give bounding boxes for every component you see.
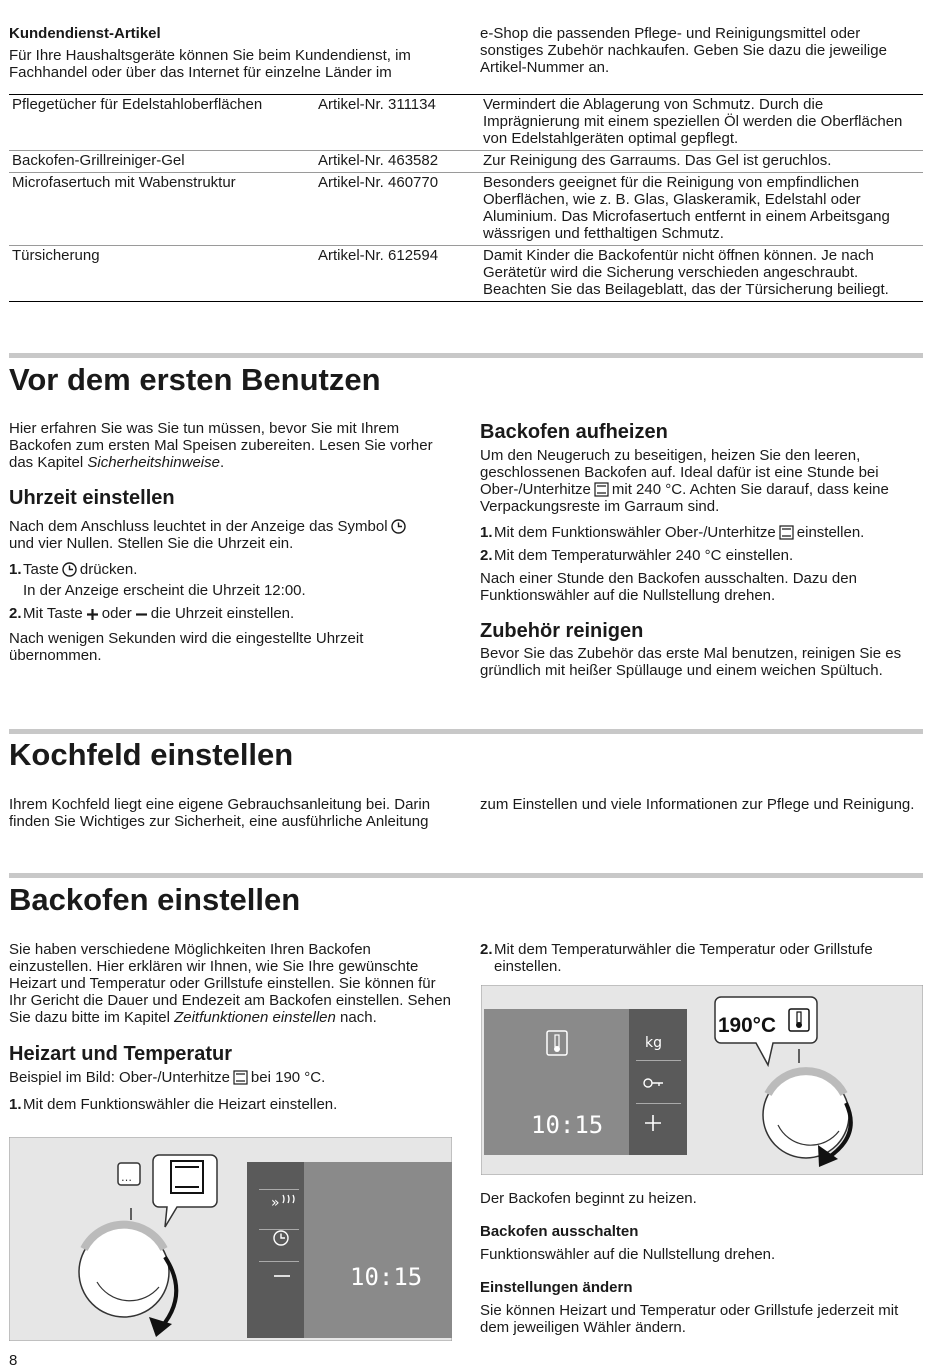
- clock-icon: [62, 562, 77, 577]
- accessory-table: [9, 95, 923, 302]
- step-number: 1.: [9, 1096, 22, 1113]
- accessory-description: Damit Kinder die Backofentür nicht öffnen können. Je nach Gerätetür wird die Sicherung verschieden angeschraubt. Beachten Sie das Beilageblatt, das der Türsicherung beiliegt.: [483, 246, 923, 302]
- top-bottom-heat-icon: [594, 482, 609, 497]
- backofen-left-column: [9, 941, 455, 1113]
- subsection-title-aendern: Einstellungen ändern: [480, 1279, 633, 1296]
- top-bottom-heat-icon: [233, 1070, 248, 1085]
- kundendienst-intro-right: [480, 25, 923, 76]
- example-text: Beispiel im Bild: Ober-/Unterhitze: [9, 1069, 230, 1086]
- display-area: [304, 1162, 452, 1338]
- uhrzeit-step-2: [9, 605, 455, 622]
- minus-icon: [135, 608, 148, 621]
- step-result: In der Anzeige erscheint die Uhrzeit 12:00.: [23, 582, 306, 599]
- intro-text: Sie haben verschiedene Möglichkeiten Ihren Backofen einzustellen. Hier erklären wir Ihnen, wie Sie Ihre gewünschte Heizart und Temperatur oder Grillstufe einstellen. Sie können für Ihr Gericht die Dauer und Endezeit am Backofen einstellen. Sehen Sie dazu bitte im Kapitel: [9, 941, 451, 1026]
- accessory-number: Artikel-Nr. 311134: [318, 95, 483, 151]
- page-number: 8: [9, 1352, 18, 1369]
- backofen-intro: [9, 941, 455, 1026]
- panel-divider: [259, 1229, 299, 1230]
- temperature-selector-illustration: [481, 985, 923, 1175]
- subsection-title-ausschalten: Backofen ausschalten: [480, 1223, 639, 1240]
- intro-chapter-ref: Sicherheitshinweise: [87, 454, 220, 471]
- zubehoer-paragraph: Bevor Sie das Zubehör das erste Mal benutzen, reinigen Sie es gründlich mit heißer Spüllauge und einem weichen Spültuch.: [480, 645, 902, 679]
- fast-heat-icon: »: [271, 1195, 280, 1211]
- kundendienst-intro-text: Für Ihre Haushaltsgeräte können Sie beim Kundendienst, im Fachhandel oder über das Internet für einzelne Länder im: [9, 47, 411, 81]
- subsection-title-zubehoer: Zubehör reinigen: [480, 620, 644, 642]
- step-text: Mit dem Temperaturwähler die Temperatur oder Grillstufe einstellen.: [494, 941, 873, 975]
- step-number: 2.: [480, 547, 493, 564]
- vor-dem-ersten-left-column: [9, 420, 455, 664]
- accessory-number: Artikel-Nr. 463582: [318, 151, 483, 173]
- intro-period: .: [219, 454, 225, 471]
- kundendienst-intro-text-right: e-Shop die passenden Pflege- und Reinigungsmittel oder sonstiges Zubehör nachkaufen. Geben Sie dazu die jeweilige Artikel-Nummer an.: [480, 25, 887, 76]
- accessory-name: Türsicherung: [9, 246, 318, 302]
- subsection-title-aufheizen: Backofen aufheizen: [480, 421, 668, 443]
- function-knob: [79, 1225, 169, 1317]
- step-text-2: einstellen.: [796, 524, 865, 541]
- ausschalten-text: Funktionswähler auf die Nullstellung drehen.: [480, 1246, 776, 1263]
- uhrzeit-text: Nach dem Anschluss leuchtet in der Anzeige das Symbol: [9, 518, 388, 535]
- section-title-kochfeld: Kochfeld einstellen: [9, 737, 294, 772]
- uhrzeit-paragraph: [9, 518, 455, 552]
- accessory-name: Pflegetücher für Edelstahloberflächen: [9, 95, 318, 151]
- step-number: 1.: [9, 561, 22, 578]
- aufheizen-note: Nach einer Stunde den Backofen ausschalten. Dazu den Funktionswähler auf die Nullstellung drehen.: [480, 570, 857, 604]
- kochfeld-right-column: [480, 796, 923, 813]
- aufheizen-step-1: [480, 524, 923, 541]
- temperature-knob: [763, 1071, 849, 1158]
- aufheizen-step-2: [480, 547, 923, 564]
- weight-kg-label: kg: [645, 1035, 662, 1051]
- accessory-description: Vermindert die Ablagerung von Schmutz. Durch die Imprägnierung mit einem speziellen Öl werden die Oberflächen von Edelstahlgeräten optimal gepflegt.: [483, 95, 923, 151]
- heizart-step-1: [9, 1096, 455, 1113]
- display-time: 10:15: [350, 1263, 423, 1291]
- step-number: 2.: [9, 605, 22, 622]
- section-divider: [9, 729, 923, 734]
- kochfeld-left-column: [9, 796, 455, 830]
- step-text: Mit dem Temperaturwähler 240 °C einstellen.: [494, 547, 794, 564]
- uhrzeit-note: Nach wenigen Sekunden wird die eingestellte Uhrzeit übernommen.: [9, 630, 364, 664]
- plus-icon: [86, 608, 99, 621]
- table-row: [9, 95, 923, 151]
- backofen-heating-note: Der Backofen beginnt zu heizen.: [480, 1190, 697, 1207]
- accessory-description: Zur Reinigung des Garraums. Das Gel ist geruchlos.: [483, 151, 923, 173]
- step-text-or: oder: [101, 605, 132, 622]
- temperature-label: 190°C: [718, 1014, 776, 1037]
- panel-divider: [259, 1189, 299, 1190]
- section-divider: [9, 353, 923, 358]
- uhrzeit-step-1: [9, 561, 455, 599]
- panel-divider: [636, 1060, 681, 1061]
- vor-dem-ersten-intro: [9, 420, 455, 471]
- kundendienst-title: Kundendienst-Artikel: [9, 25, 161, 42]
- accessory-name: Backofen-Grillreiniger-Gel: [9, 151, 318, 173]
- step-number: 2.: [480, 941, 493, 958]
- intro-text: Hier erfahren Sie was Sie tun müssen, bevor Sie mit Ihrem Backofen zum ersten Mal Speisen zubereiten. Lesen Sie vorher das Kapitel: [9, 420, 433, 471]
- step-text-2: drücken.: [79, 561, 138, 578]
- uhrzeit-text-2: und vier Nullen. Stellen Sie die Uhrzeit ein.: [9, 535, 294, 552]
- subsection-title-uhrzeit: Uhrzeit einstellen: [9, 487, 175, 509]
- backofen-result-column: [480, 1190, 923, 1336]
- vor-dem-ersten-right-column: [480, 420, 923, 679]
- accessory-number: Artikel-Nr. 612594: [318, 246, 483, 302]
- panel-divider: [636, 1103, 681, 1104]
- display-time: 10:15: [531, 1111, 604, 1139]
- kundendienst-intro-left: [9, 25, 455, 81]
- accessory-description: Besonders geeignet für die Reinigung von empfindlichen Oberflächen, wie z. B. Glas, Glaskeramik, Edelstahl oder Aluminium. Das Microfasertuch entfernt in einem Arbeitsgang wässrigen und fetthaltigen Schmutz.: [483, 173, 923, 246]
- accessory-name: Microfasertuch mit Wabenstruktur: [9, 173, 318, 246]
- aufheizen-text-2: mit 240 °C. Achten Sie darauf, dass keine Verpackungsreste im Garraum sind.: [480, 481, 889, 515]
- accessory-number: Artikel-Nr. 460770: [318, 173, 483, 246]
- control-panel: [629, 1009, 687, 1155]
- step-number: 1.: [480, 524, 493, 541]
- intro-end: nach.: [335, 1009, 377, 1026]
- example-text-2: bei 190 °C.: [250, 1069, 326, 1086]
- clock-icon: [391, 519, 406, 534]
- table-row: [9, 151, 923, 173]
- intro-chapter-ref: Zeitfunktionen einstellen: [174, 1009, 336, 1026]
- aufheizen-text: Um den Neugeruch zu beseitigen, heizen Sie den leeren, geschlossenen Backofen auf. Ideal dafür ist eine Stunde bei Ober-/Unterhitze: [480, 447, 879, 498]
- kochfeld-text: Ihrem Kochfeld liegt eine eigene Gebrauchsanleitung bei. Darin finden Sie Wichtiges zur Sicherheit, eine ausführliche Anleitung: [9, 796, 431, 830]
- table-row: [9, 173, 923, 246]
- lamp-symbol-dots: …: [121, 1171, 132, 1184]
- aendern-text: Sie können Heizart und Temperatur oder Grillstufe jederzeit mit dem jeweiligen Wähler ändern.: [480, 1302, 899, 1336]
- subsection-title-heizart: Heizart und Temperatur: [9, 1043, 232, 1065]
- panel-divider: [259, 1261, 299, 1262]
- section-title-vor-dem-ersten-benutzen: Vor dem ersten Benutzen: [9, 362, 381, 397]
- step-text: Mit Taste: [23, 605, 83, 622]
- step-text-2: die Uhrzeit einstellen.: [150, 605, 295, 622]
- step-text: Taste: [23, 561, 59, 578]
- heizart-example: [9, 1069, 455, 1086]
- heizart-step-2: [480, 941, 923, 975]
- section-divider: [9, 873, 923, 878]
- kochfeld-text-right: zum Einstellen und viele Informationen zur Pflege und Reinigung.: [480, 796, 915, 813]
- aufheizen-paragraph: [480, 447, 923, 515]
- step-text: Mit dem Funktionswähler Ober-/Unterhitze: [494, 524, 776, 541]
- step-text: Mit dem Funktionswähler die Heizart einstellen.: [23, 1096, 338, 1113]
- table-row: [9, 246, 923, 302]
- top-bottom-heat-icon: [779, 525, 794, 540]
- backofen-right-column: [480, 941, 923, 975]
- function-selector-illustration: [9, 1137, 452, 1341]
- section-title-backofen: Backofen einstellen: [9, 882, 301, 917]
